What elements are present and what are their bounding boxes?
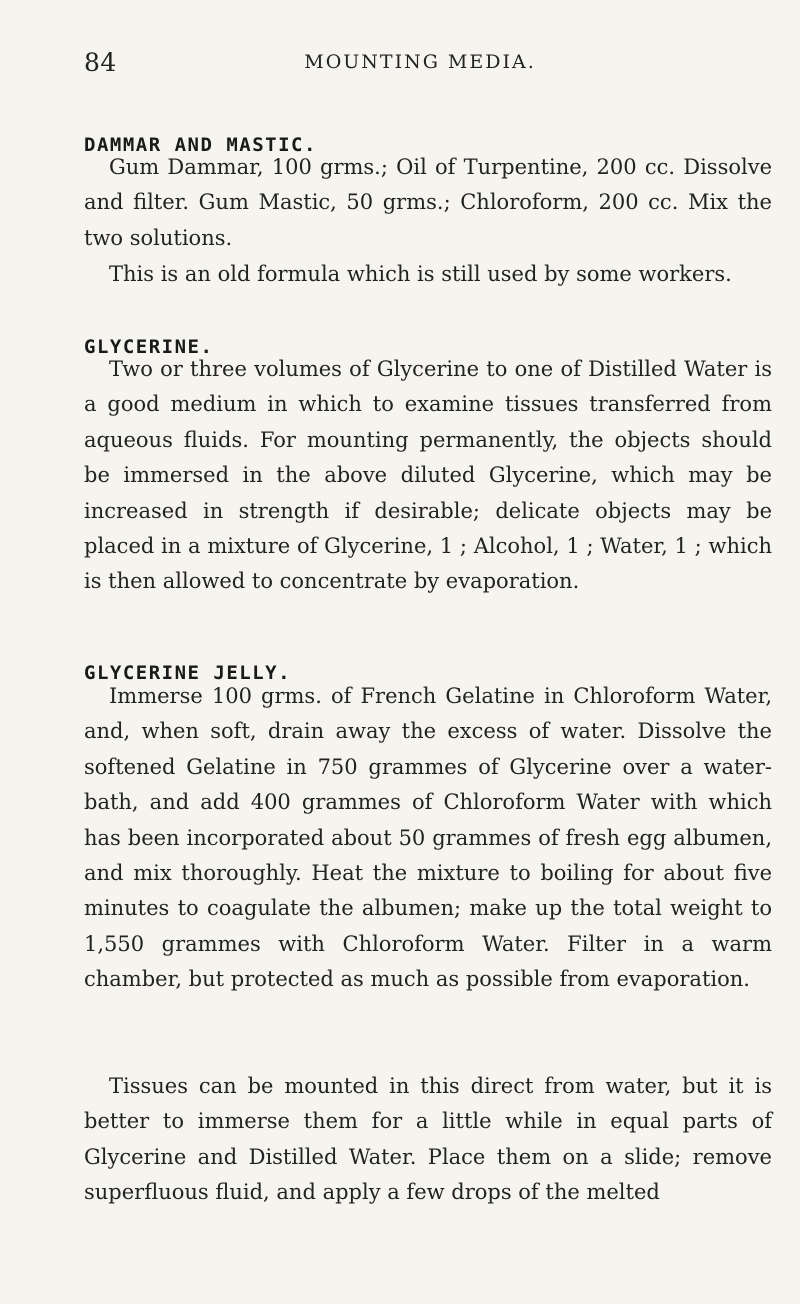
paragraph-dammar-formula: Gum Dammar, 100 grms.; Oil of Turpentine, 200 cc. Dissolve and filter. Gum Mastic, 50 grms.; Chloroform, 200 cc. Mix the two solutions. — [84, 155, 772, 250]
page-number: 84 — [84, 48, 117, 77]
running-title: MOUNTING MEDIA. — [304, 51, 536, 73]
section-heading-glycerine-jelly: GLYCERINE JELLY. — [84, 662, 292, 684]
paragraph-dammar-note: This is an old formula which is still used by some workers. — [109, 262, 732, 286]
paragraph-glycerine-jelly-method: Immerse 100 grms. of French Gelatine in Chloroform Water, and, when soft, drain away the excess of water. Dissolve the softened Gelatine in 750 grammes of Glycerine over a water-bath, and add 400 grammes of Chloroform Water with which has been incorporated about 50 grammes of fresh egg albumen, and mix thoroughly. Heat the mixture to boiling for about five minutes to coagulate the albumen; make up the total weight to 1,550 grammes with Chloroform Water. Filter in a warm chamber, but protected as much as possible from evaporation. — [84, 684, 772, 992]
section-heading-dammar-mastic: DAMMAR AND MASTIC. — [84, 134, 317, 156]
paragraph-glycerine: Two or three volumes of Glycerine to one of Distilled Water is a good medium in which to examine tissues transferred from aqueous fluids. For mounting permanently, the objects should be immersed in the above diluted Glycerine, which may be increased in strength if desirable; delicate objects may be placed in a mixture of Glycerine, 1 ; Alcohol, 1 ; Water, 1 ; which is then allowed to concentrate by evaporation. — [84, 357, 772, 594]
section-heading-glycerine: GLYCERINE. — [84, 336, 214, 358]
paragraph-glycerine-jelly-mounting: Tissues can be mounted in this direct from water, but it is better to immerse them for a little while in equal parts of Glycerine and Distilled Water. Place them on a slide; remove superfluous fluid, and apply a few drops of the melted — [84, 1074, 772, 1205]
running-head — [84, 48, 716, 80]
